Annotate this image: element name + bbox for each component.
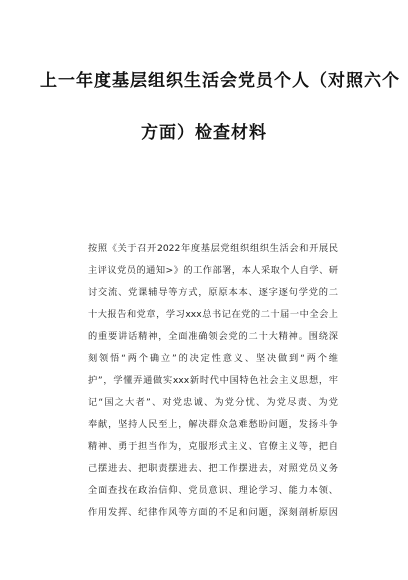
body-line: 记“国之大者”、对党忠诚、为党分忧、为党尽责、为党 [88,397,338,408]
body-line: 精神、勇于担当作为，克服形式主义、官僚主义等，把自 [88,441,338,452]
document-title-line-2: 方面）检查材料 [141,123,267,143]
body-line: 的重要讲话精神，全面准确领会党的二十大精神。围绕深 [88,331,338,342]
body-line: 奉献，坚持人民至上，解决群众急难愁盼问题，发扬斗争 [88,419,338,430]
document-body [88,238,338,524]
body-line: 作用发挥、纪律作风等方面的不足和问题，深刻剖析原因 [88,507,338,518]
body-line: 护”，学懂弄通做实xxx新时代中国特色社会主义思想，牢 [88,375,338,386]
body-line: 主评议党员的通知>》的工作部署，本人采取个人自学、研 [88,265,338,276]
body-line: 按照《关于召开2022年度基层党组织组织生活会和开展民 [88,243,338,254]
body-line: 全面查找在政治信仰、党员意识、理论学习、能力本领、 [88,485,338,496]
document-title-line-1: 上一年度基层组织生活会党员个人（对照六个 [40,71,400,91]
body-line: 刻领悟“两个确立”的决定性意义、坚决做到“两个维 [88,353,338,364]
body-line: 己摆进去、把职责摆进去、把工作摆进去，对照党员义务 [88,463,338,474]
body-line: 讨交流、党课辅导等方式，原原本本、逐字逐句学党的二 [88,287,338,298]
body-line: 十大报告和党章，学习xxx总书记在党的二十届一中全会上 [88,309,338,320]
